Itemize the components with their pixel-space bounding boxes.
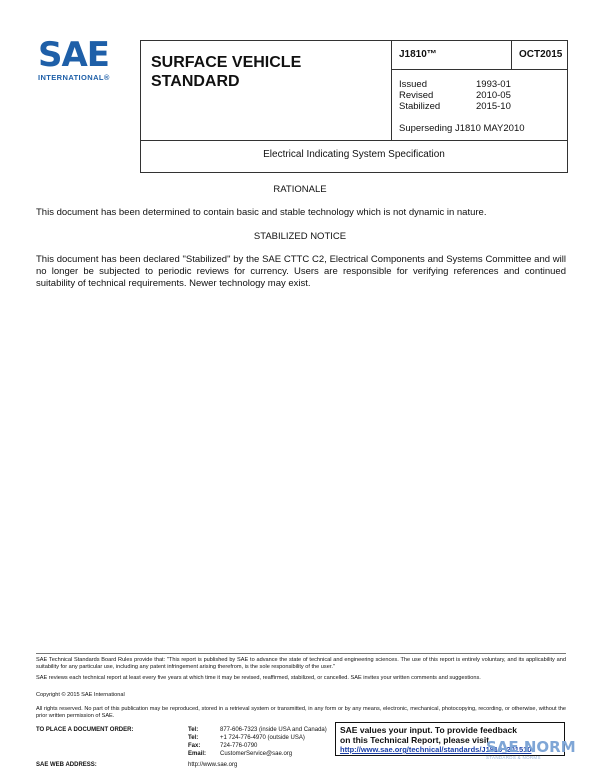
order-label: TO PLACE A DOCUMENT ORDER: bbox=[36, 727, 134, 733]
stabilized-notice-text: This document has been declared "Stabilized" by the SAE CTTC C2, Electrical Components and Systems Committee and will no longer be subjected to periodic reviews for currency. Users are responsible for verifying references and continued suitability of technical requirements. Newer technology may exist. bbox=[36, 254, 566, 289]
feedback-text: SAE values your input. To provide feedback bbox=[340, 725, 517, 735]
watermark-logo bbox=[486, 740, 586, 770]
stabilized-value: 2015-10 bbox=[476, 101, 511, 112]
board-rules-text: SAE Technical Standards Board Rules provide that: "This report is published by SAE to advance the state of technical and engineering sciences. The use of this report is entirely voluntary, and its applicability and suitability for any particular use, including any patent infringement arising therefrom, is the sole responsibility of the user." bbox=[36, 657, 566, 670]
copyright: Copyright © 2015 SAE International bbox=[36, 692, 125, 698]
document-title: Electrical Indicating System Specification bbox=[263, 149, 445, 160]
logo-subtitle: INTERNATIONAL® bbox=[38, 73, 110, 82]
contact-label: Email: bbox=[188, 751, 207, 757]
contact-value: 877-606-7323 (inside USA and Canada) bbox=[220, 727, 327, 733]
rationale-text: This document has been determined to contain basic and stable technology which is not dynamic in nature. bbox=[36, 207, 487, 218]
contact-email-link[interactable]: CustomerService@sae.org bbox=[220, 751, 293, 757]
stabilized-label: Stabilized bbox=[399, 101, 441, 112]
document-date: OCT2015 bbox=[519, 49, 563, 60]
contact-value: +1 724-776-4970 (outside USA) bbox=[220, 735, 305, 741]
revised-label: Revised bbox=[399, 90, 434, 101]
watermark-subtitle: STANDARDS & NORMS bbox=[486, 755, 541, 760]
watermark-mark: SAE NORM bbox=[486, 738, 576, 756]
divider bbox=[391, 41, 392, 140]
review-text: SAE reviews each technical report at least every five years at which time it may be revised, reaffirmed, stabilized, or cancelled. SAE invites your written comments and suggestions. bbox=[36, 675, 481, 681]
contact-value: 724-776-0790 bbox=[220, 743, 258, 749]
issued-value: 1993-01 bbox=[476, 79, 511, 90]
web-address-label: SAE WEB ADDRESS: bbox=[36, 762, 97, 768]
contact-label: Fax: bbox=[188, 743, 201, 749]
issued-label: Issued bbox=[399, 79, 427, 90]
revised-value: 2010-05 bbox=[476, 90, 511, 101]
rights-text: All rights reserved. No part of this publication may be reproduced, stored in a retrieval system or transmitted, in any form or by any means, electronic, mechanical, photocopying, recording, or otherwise, without the prior written permission of SAE. bbox=[36, 706, 566, 719]
feedback-text: on this Technical Report, please visit bbox=[340, 735, 490, 745]
contact-label: Tel: bbox=[188, 727, 199, 733]
rationale-heading: RATIONALE bbox=[273, 184, 327, 195]
logo-mark: SAE bbox=[38, 35, 110, 75]
divider bbox=[391, 69, 567, 70]
document-type: SURFACE VEHICLE STANDARD bbox=[151, 54, 302, 90]
document-header bbox=[140, 40, 568, 173]
web-address-link[interactable]: http://www.sae.org bbox=[188, 762, 238, 768]
stabilized-notice-heading: STABILIZED NOTICE bbox=[253, 231, 347, 242]
feedback-link[interactable]: http://www.sae.org/technical/standards/J1810_201510 bbox=[340, 745, 532, 754]
footer-divider bbox=[36, 653, 566, 654]
sae-logo bbox=[38, 35, 128, 88]
document-number: J1810™ bbox=[399, 49, 437, 60]
superseding-note: Superseding J1810 MAY2010 bbox=[399, 123, 525, 134]
divider bbox=[141, 140, 567, 141]
contact-label: Tel: bbox=[188, 735, 199, 741]
divider bbox=[511, 41, 512, 69]
